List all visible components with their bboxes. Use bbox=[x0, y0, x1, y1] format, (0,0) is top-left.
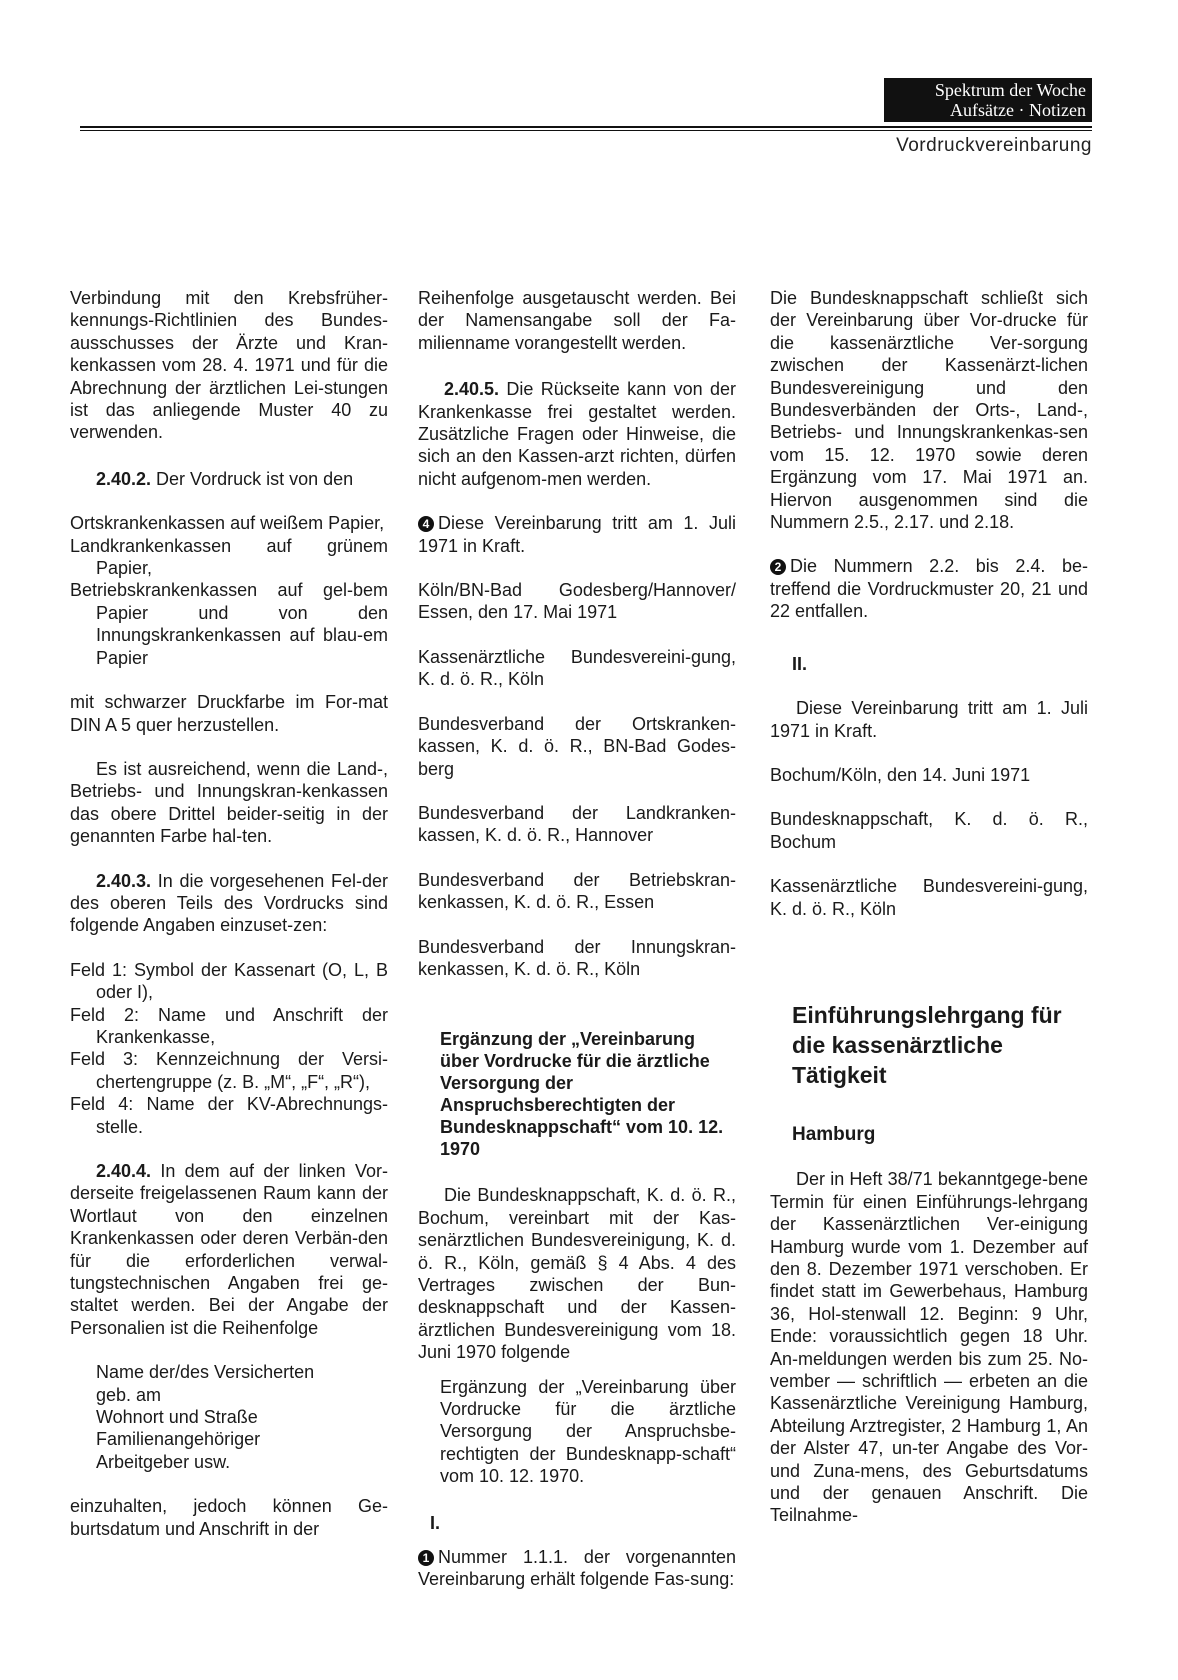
circled-number-2: 2 bbox=[770, 559, 786, 575]
section-text: In die vorgesehenen Fel-der des oberen Teils des Vordrucks sind folgende Angaben einzuset-zen: bbox=[70, 870, 388, 936]
numbered-paragraph-2 bbox=[770, 555, 1088, 622]
circled-number-4: 4 bbox=[418, 516, 434, 532]
section-label-line2: Aufsätze · Notizen bbox=[950, 100, 1086, 120]
signatory: Kassenärztliche Bundesvereini-gung, K. d. ö. R., Köln bbox=[418, 646, 736, 690]
list-item: Feld 4: Name der KV-Abrechnungs-stelle. bbox=[70, 1094, 388, 1137]
section-number: 2.40.3. bbox=[96, 870, 152, 891]
signatory: Bundesverband der Innungskran-kenkassen, K. d. ö. R., Köln bbox=[418, 936, 736, 979]
list-item: Betriebskrankenkassen auf gel-bem Papier und von den Innungskrankenkassen auf blau-em Papier bbox=[70, 580, 388, 668]
paragraph: mit schwarzer Druckfarbe im For-mat DIN A 5 quer herzustellen. bbox=[70, 692, 388, 735]
paragraph-text: Diese Vereinbarung tritt am 1. Juli 1971 in Kraft. bbox=[418, 513, 736, 556]
place-date: Bochum/Köln, den 14. Juni 1971 bbox=[770, 764, 1031, 785]
list-item: Name der/des Versicherten bbox=[96, 1362, 315, 1383]
list-item: Wohnort und Straße bbox=[96, 1407, 258, 1428]
header-rule bbox=[80, 126, 1092, 128]
running-title: Vordruckvereinbarung bbox=[896, 135, 1092, 156]
numbered-paragraph-4 bbox=[418, 512, 736, 557]
news-location: Hamburg bbox=[792, 1123, 876, 1145]
place-date: Köln/BN-Bad Godesberg/Hannover/ Essen, den 17. Mai 1971 bbox=[418, 580, 736, 623]
list-item: Familienangehöriger bbox=[96, 1429, 261, 1450]
roman-numeral-one: I. bbox=[430, 1512, 441, 1533]
paragraph: Es ist ausreichend, wenn die Land-, Betriebs- und Innungskran-kenkassen das obere Drittel beider-seitig in der genannten Farbe hal-ten. bbox=[70, 758, 388, 847]
list-item: Landkrankenkassen auf grünem Papier, bbox=[70, 535, 388, 579]
field-list bbox=[70, 959, 388, 1138]
list-item: Feld 3: Kennzeichnung der Versi-chertengruppe (z. B. „M“, „F“, „R“), bbox=[70, 1049, 388, 1092]
paragraph: Die Bundesknappschaft schließt sich der Vereinbarung über Vor-drucke für die kassenärztliche Ver-sorgung zwischen der Kassenärzt-lichen Bundesvereinigung und den Bundesverbänden der Orts-, Land-, Betriebs- und Innungskrankenkas-sen vom 15. 12. 1970 sowie deren Ergänzung vom 17. Mai 1971 an. Hiervon ausgenommen sind die Nummern 2.5., 2.17. und 2.18. bbox=[770, 288, 1088, 533]
signatory: Kassenärztliche Bundesvereini-gung, K. d. ö. R., Köln bbox=[770, 876, 1088, 919]
personal-data-list bbox=[70, 1361, 388, 1473]
list-item: Feld 1: Symbol der Kassenart (O, L, B oder I), bbox=[70, 959, 388, 1003]
signatory: Bundesverband der Ortskranken-kassen, K. d. ö. R., BN-Bad Godes-berg bbox=[418, 713, 736, 779]
paper-color-list bbox=[70, 512, 388, 669]
roman-numeral-two: II. bbox=[792, 653, 808, 674]
column-1 bbox=[70, 287, 388, 1540]
article-heading: Ergänzung der „Vereinbarung über Vordrucke für die ärztliche Versorgung der Anspruchsberechtigten der Bundesknappschaft“ vom 10. 12. 1970 bbox=[440, 1029, 724, 1160]
section-text: In dem auf der linken Vor-derseite freigelassenen Raum kann der Wortlaut von den einzelnen Krankenkassen oder deren Verbän-den für die erforderlichen verwal-tungstechnischen Angaben frei ge-staltet werden. Bei der Angabe der Personalien ist die Reihenfolge bbox=[70, 1161, 388, 1338]
news-heading: Einführungslehrgang für die kassenärztliche Tätigkeit bbox=[792, 1001, 1062, 1088]
paragraph: Diese Vereinbarung tritt am 1. Juli 1971 in Kraft. bbox=[770, 698, 1088, 741]
paragraph: Die Bundesknappschaft, K. d. ö. R., Bochum, vereinbart mit der Kas-senärztlichen Bundesvereinigung, K. d. ö. R., Köln, gemäß § 4 Abs. 4 des Vertrages zwischen der Bun-desknappschaft und der Kassen-ärztlichen Bundesvereinigung vom 18. Juni 1970 folgende bbox=[418, 1185, 736, 1363]
section-2-40-5 bbox=[418, 378, 736, 490]
signatory: Bundesverband der Landkranken-kassen, K. d. ö. R., Hannover bbox=[418, 802, 736, 846]
signatory: Bundesverband der Betriebskran-kenkassen, K. d. ö. R., Essen bbox=[418, 869, 736, 913]
paragraph-text: Nummer 1.1.1. der vorgenannten Vereinbarung erhält folgende Fas-sung: bbox=[418, 1547, 736, 1590]
section-2-40-2 bbox=[70, 468, 388, 490]
paragraph: Reihenfolge ausgetauscht werden. Bei der Namensangabe soll der Fa-milienname vorangestellt werden. bbox=[418, 288, 736, 353]
header-rule-thin bbox=[80, 130, 1092, 131]
signatory: Bundesknappschaft, K. d. ö. R., Bochum bbox=[770, 809, 1088, 852]
circled-number-1: 1 bbox=[418, 1550, 434, 1566]
list-item: geb. am bbox=[96, 1384, 162, 1405]
section-text: Die Rückseite kann von der Krankenkasse frei gestaltet werden. Zusätzliche Fragen oder Hinweise, die sich an den Kassen-arzt richten, dürfen nicht aufgenom-men werden. bbox=[418, 379, 736, 489]
section-2-40-3 bbox=[70, 870, 388, 937]
column-3 bbox=[770, 287, 1088, 1527]
column-2 bbox=[418, 287, 736, 1591]
list-item: Arbeitgeber usw. bbox=[96, 1451, 231, 1472]
section-label-line1: Spektrum der Woche bbox=[934, 80, 1086, 100]
paragraph-text: Die Nummern 2.2. bis 2.4. be-treffend die Vordruckmuster 20, 21 und 22 entfallen. bbox=[770, 556, 1088, 622]
section-label bbox=[884, 78, 1092, 122]
paragraph: einzuhalten, jedoch können Ge-burtsdatum und Anschrift in der bbox=[70, 1496, 388, 1539]
paragraph: Verbindung mit den Krebsfrüher-kennungs-Richtlinien des Bundes-ausschusses der Ärzte und Kran-kenkassen vom 28. 4. 1971 und für die Abrechnung der ärztlichen Lei-stungen ist das anliegende Muster 40 zu verwenden. bbox=[70, 288, 388, 443]
list-item: Feld 2: Name und Anschrift der Krankenkasse, bbox=[70, 1004, 388, 1047]
section-number: 2.40.4. bbox=[96, 1161, 152, 1181]
section-number: 2.40.2. bbox=[96, 468, 152, 489]
section-number: 2.40.5. bbox=[444, 379, 500, 400]
numbered-paragraph-1 bbox=[418, 1546, 736, 1591]
article-title-repeat: Ergänzung der „Vereinbarung über Vordrucke für die ärztliche Versorgung der Anspruchsbe-rechtigten der Bundesknapp-schaft“ vom 10. 12. 1970. bbox=[440, 1376, 736, 1487]
news-text: Der in Heft 38/71 bekanntgege-bene Termin für einen Einführungs-lehrgang der Kassenärztlichen Ver-einigung Hamburg wurde vom 1. Dezember auf den 8. Dezember 1971 verschoben. Er findet statt im Gewerbehaus, Hamburg 36, Hol-stenwall 12. Beginn: 9 Uhr, Ende: voraussichtlich gegen 18 Uhr. An-meldungen werden bis zum 25. No-vember — schriftlich — erbeten an die Kassenärztliche Vereinigung Hamburg, Abteilung Arztregister, 2 Hamburg 1, An der Alster 47, un-ter Angabe des Vor- und Zuna-mens, des Geburtsdatums und der genauen Anschrift. Die Teilnahme- bbox=[770, 1169, 1088, 1526]
list-item: Ortskrankenkassen auf weißem Papier, bbox=[70, 513, 385, 534]
section-2-40-4 bbox=[70, 1160, 388, 1339]
section-text: Der Vordruck ist von den bbox=[151, 468, 354, 489]
